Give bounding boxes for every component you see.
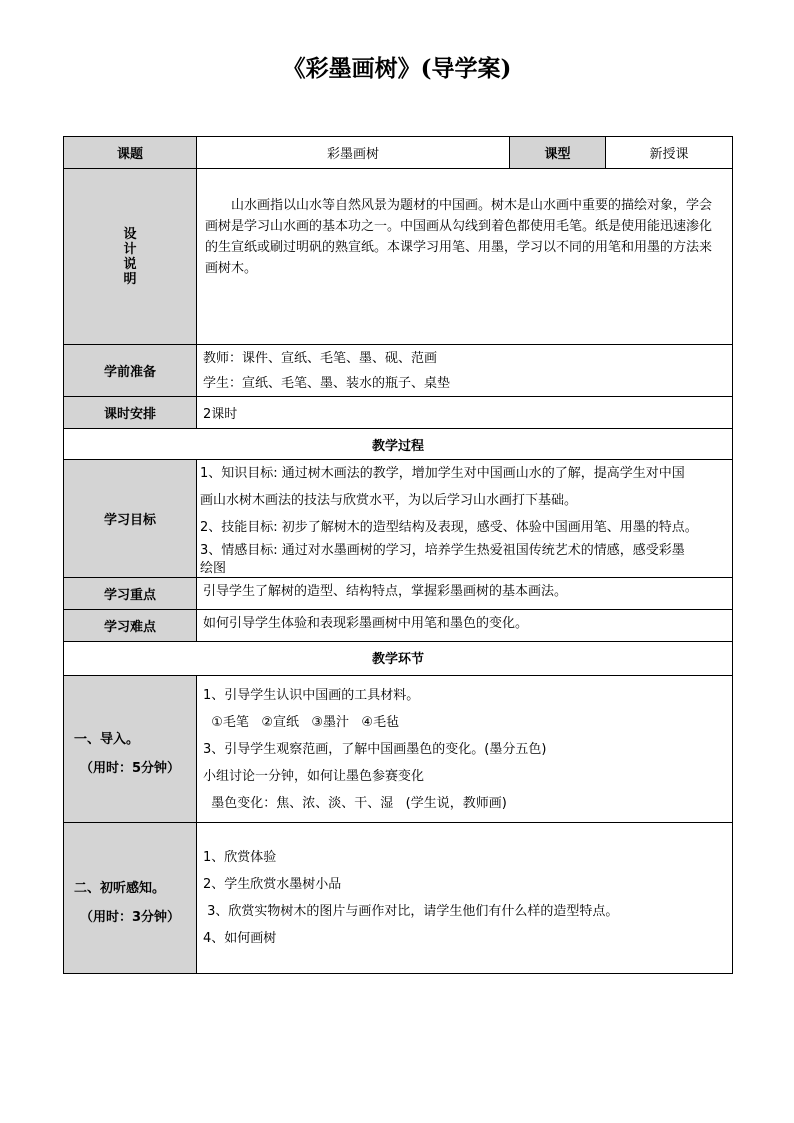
stage1-line: ①毛笔 ②宣纸 ③墨汁 ④毛毡 bbox=[203, 714, 400, 730]
focus-label: 学习重点 bbox=[64, 578, 197, 610]
prep-row bbox=[64, 345, 733, 397]
stage1-row bbox=[64, 676, 733, 823]
stage1-line: 3、引导学生观察范画，了解中国画墨色的变化。(墨分五色) bbox=[203, 741, 547, 757]
goal-line: 绘图 bbox=[200, 561, 227, 576]
focus-value: 引导学生了解树的造型、结构特点，掌握彩墨画树的基本画法。 bbox=[197, 578, 733, 610]
stage2-label-cell bbox=[64, 823, 197, 974]
goal-line: 1、知识目标: 通过树木画法的教学，增加学生对中国画山水的了解，提高学生对中国 bbox=[200, 466, 685, 481]
schedule-value: 2课时 bbox=[197, 397, 733, 429]
prep-line: 教师：课件、宣纸、毛笔、墨、砚、范画 bbox=[203, 350, 438, 366]
design-label-char: 明 bbox=[123, 271, 137, 287]
subject-value: 彩墨画树 bbox=[197, 137, 510, 169]
goal-line: 3、情感目标: 通过对水墨画树的学习，培养学生热爱祖国传统艺术的情感，感受彩墨 bbox=[200, 543, 685, 558]
stage1-line: 1、引导学生认识中国画的工具材料。 bbox=[203, 687, 420, 703]
difficulty-row bbox=[64, 610, 733, 642]
design-label-char: 说 bbox=[123, 256, 137, 272]
subject-label: 课题 bbox=[64, 137, 197, 169]
stage2-line: 4、如何画树 bbox=[203, 931, 277, 946]
steps-title: 教学环节 bbox=[64, 642, 733, 676]
schedule-row bbox=[64, 397, 733, 429]
stage2-line: 2、学生欣赏水墨树小品 bbox=[203, 877, 342, 892]
header-row bbox=[64, 137, 733, 169]
design-row bbox=[64, 169, 733, 345]
stage1-line: 墨色变化：焦、浓、淡、干、湿 (学生说，教师画) bbox=[203, 795, 507, 811]
stage1-label-cell bbox=[64, 676, 197, 823]
stage1-line: 小组讨论一分钟，如何让墨色参赛变化 bbox=[203, 768, 425, 784]
steps-title-row bbox=[64, 642, 733, 676]
design-text: 山水画指以山水等自然风景为题材的中国画。树木是山水画中重要的描绘对象，学会画树是学习山水画的基本功之一。中国画从勾线到着色都使用毛笔。纸是使用能迅速渗化的生宣纸或刷过明矾的熟宣纸。本课学习用笔、用墨，学习以不同的用笔和用墨的方法来画树木。 bbox=[205, 197, 713, 276]
goal-line: 画山水树木画法的技法与欣赏水平，为以后学习山水画打下基础。 bbox=[200, 493, 578, 508]
design-label-char: 计 bbox=[123, 241, 137, 257]
focus-row bbox=[64, 578, 733, 610]
prep-line: 学生：宣纸、毛笔、墨、装水的瓶子、桌垫 bbox=[203, 375, 451, 391]
difficulty-label: 学习难点 bbox=[64, 610, 197, 642]
goal-line: 2、技能目标: 初步了解树木的造型结构及表现，感受、体验中国画用笔、用墨的特点。 bbox=[200, 520, 698, 535]
lesson-type-value: 新授课 bbox=[606, 137, 733, 169]
stage1-label: 一、导入。 bbox=[74, 731, 140, 747]
lesson-type-label: 课型 bbox=[510, 137, 606, 169]
design-text-cell bbox=[197, 169, 733, 345]
stage2-cell bbox=[197, 823, 733, 974]
goals-cell bbox=[197, 460, 733, 578]
document-title: 《彩墨画树》(导学案) bbox=[282, 55, 512, 82]
process-title-row bbox=[64, 429, 733, 460]
goals-row bbox=[64, 460, 733, 578]
stage2-time: （用时：3分钟） bbox=[79, 909, 181, 925]
design-label-char: 设 bbox=[123, 226, 137, 242]
stage2-row bbox=[64, 823, 733, 974]
design-label bbox=[64, 169, 197, 345]
prep-label: 学前准备 bbox=[64, 345, 197, 397]
process-title: 教学过程 bbox=[64, 429, 733, 460]
stage2-label: 二、初听感知。 bbox=[74, 880, 166, 896]
stage2-line: 3、欣赏实物树木的图片与画作对比，请学生他们有什么样的造型特点。 bbox=[203, 904, 619, 919]
prep-cell bbox=[197, 345, 733, 397]
goals-label: 学习目标 bbox=[64, 460, 197, 578]
stage1-time: （用时：5分钟） bbox=[79, 760, 181, 776]
lesson-plan-table bbox=[63, 136, 733, 974]
schedule-label: 课时安排 bbox=[64, 397, 197, 429]
difficulty-value: 如何引导学生体验和表现彩墨画树中用笔和墨色的变化。 bbox=[197, 610, 733, 642]
stage1-cell bbox=[197, 676, 733, 823]
stage2-line: 1、欣赏体验 bbox=[203, 850, 277, 865]
